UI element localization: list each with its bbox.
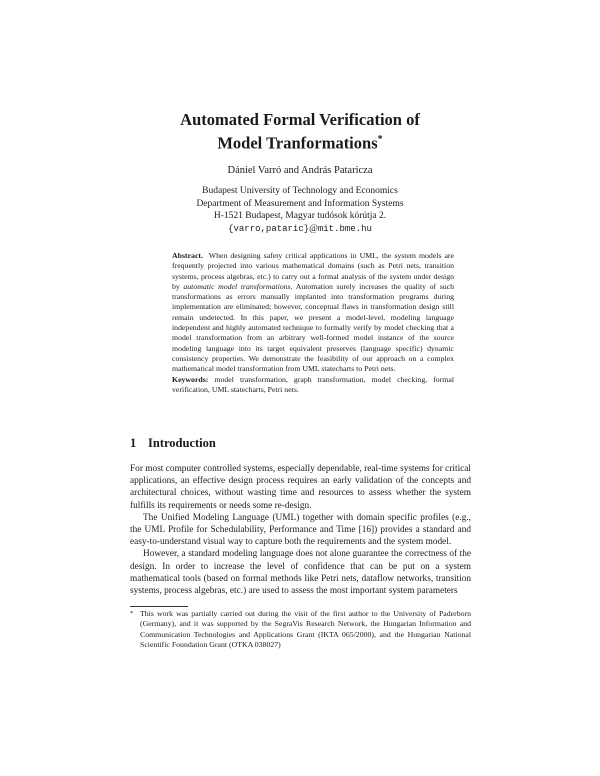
keywords-text: model transformation, graph transformation, model checking, formal verification, UML statecharts, Petri nets. <box>172 374 454 394</box>
keywords-label: Keywords: <box>172 374 209 384</box>
footnote <box>130 609 471 650</box>
authors: Dániel Varró and András Pataricza <box>227 165 373 176</box>
paper-title <box>0 110 600 154</box>
title-line-2-text: Model Tranformations <box>217 133 378 153</box>
paragraph-3: However, a standard modeling language does not alone guarantee the correctness of the design. In order to increase the level of confidence that can be put on a system mathematical tools (based on formal methods like Petri nets, dataflow networks, transition systems, process algebras, etc.) are used to assess the most important system parameters <box>130 549 471 597</box>
email-domain: mit.bme.hu <box>317 223 372 234</box>
abstract-text-1: When designing safety critical applications in UML, the system models are frequently projected into various mathematical domains (such as Petri nets, transition systems, process algebras, etc.) to carry out a formal analysis of the system under design by <box>172 251 454 291</box>
abstract-text-2: . Automation surely increases the quality of such transformations as errors manually implanted into transformation programs during implementation are eliminated; however, conceptual flaws in transformation design still remain undetected. In this paper, we present a model-level, modeling language independent and highly automated technique to formally verify by model checking that a model transformation from an arbitrary well-formed model instance of the source modeling language into its target equivalent preserves (language specific) dynamic consistency properties. We demonstrate the feasibility of our approach on a complex mathematical model transformation from UML statecharts to Petri nets. <box>172 281 454 374</box>
abstract-paragraph <box>172 251 454 375</box>
paragraph-1: For most computer controlled systems, especially dependable, real-time systems for critical applications, an effective design process requires an early validation of the concepts and architectural choices, without wasting time and resources to assess whether the system fulfills its requirements or needs some re-design. <box>130 464 471 511</box>
paragraph-2: The Unified Modeling Language (UML) together with domain specific profiles (e.g., the UML Profile for Schedulability, Performance and Time [16]) provides a standard and easy-to-understand visual way to capture both the requirements and the system model. <box>130 512 471 548</box>
email-names: {varro,pataric} <box>228 223 310 234</box>
affiliation <box>0 185 600 235</box>
affiliation-university: Budapest University of Technology and Economics <box>202 186 398 196</box>
email-at: @ <box>309 223 318 234</box>
title-line-2 <box>0 130 600 154</box>
affiliation-address: H-1521 Budapest, Magyar tudósok körútja 2. <box>213 211 387 221</box>
footnote-rule <box>130 606 188 607</box>
section-number: 1 <box>130 436 137 450</box>
keywords <box>172 375 454 396</box>
affiliation-email <box>0 223 600 236</box>
section-title: Introduction <box>148 436 216 450</box>
affiliation-department: Department of Measurement and Information Systems <box>196 198 404 209</box>
abstract-label: Abstract. <box>172 251 203 260</box>
title-footnote-mark: * <box>377 134 383 145</box>
abstract <box>172 251 454 395</box>
footnote-mark: * <box>130 610 134 617</box>
section-heading <box>130 436 216 451</box>
abstract-text-italic: automatic model transformations <box>183 281 291 291</box>
footnote-text: This work was partially carried out during the visit of the first author to the University of Paderborn (Germany), and it was supported by the SegraVis Research Network, the Hungarian Information and Communication Technologies and Applications Grant (IKTA 065/2000), and the Hungarian National Scientific Foundation Grant (OTKA 038027) <box>140 609 471 649</box>
body-text <box>130 463 471 597</box>
title-line-1: Automated Formal Verification of <box>180 110 420 129</box>
